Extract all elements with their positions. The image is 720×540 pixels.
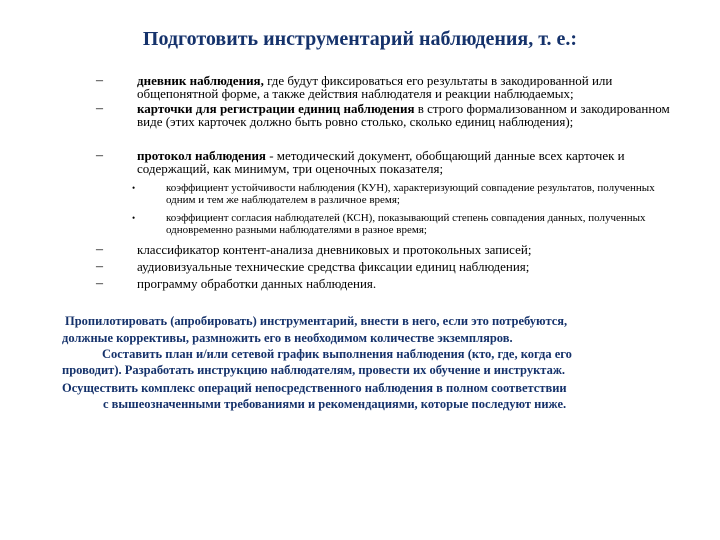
paragraph-line: с вышеозначенными требованиями и рекомендациями, которые последуют ниже. (103, 397, 567, 411)
item-description: где будут фиксироваться его результаты в закодированной или общепонятной форме, а также действия наблюдателя и реакции наблюдаемых; (137, 73, 613, 101)
paragraph-line: Пропилотировать (апробировать) инструментарий, внести в него, если это потребуются, (65, 314, 568, 328)
sub-item-text: коэффициент согласия наблюдателей (КСН), показывающий степень совпадения данных, полученных одновременно разными наблюдателями в разное время; (166, 212, 646, 236)
dash-marker: – (96, 276, 103, 291)
dash-marker: – (96, 242, 103, 257)
dash-marker: – (96, 73, 103, 88)
paragraph-line: Составить план и/или сетевой график выполнения наблюдения (кто, где, когда его (102, 347, 572, 361)
item-description: аудиовизуальные технические средства фиксации единиц наблюдения; (137, 259, 530, 274)
item-description: в строго формализованном и закодированном виде (этих карточек должно быть ровно столько, сколько единиц наблюдения); (137, 101, 670, 129)
item-term: протокол наблюдения (137, 148, 266, 163)
item-term: дневник наблюдения, (137, 73, 264, 88)
item-description: классификатор контент-анализа дневниковых и протокольных записей; (137, 242, 532, 257)
paragraph-line: должные коррективы, размножить его в необходимом количестве экземпляров. (62, 331, 513, 345)
dash-marker: – (96, 101, 103, 116)
item-description: - методический документ, обобщающий данные всех карточек и содержащий, как минимум, три оценочных показателя; (137, 148, 625, 176)
paragraph-line: проводит). Разработать инструкцию наблюдателям, провести их обучение и инструктаж. (62, 363, 566, 377)
bullet-marker: • (132, 183, 136, 193)
dash-marker: – (96, 259, 103, 274)
item-description: программу обработки данных наблюдения. (137, 276, 377, 291)
sub-item-text: коэффициент устойчивости наблюдения (КУН), характеризующий совпадение результатов, полученных одним и тем же наблюдателем в различное время; (166, 182, 655, 206)
bullet-marker: • (132, 213, 136, 223)
dash-marker: – (96, 148, 103, 163)
paragraph-line: Осуществить комплекс операций непосредственного наблюдения в полном соответствии (62, 381, 567, 395)
item-term: карточки для регистрации единиц наблюдения (137, 101, 415, 116)
page-title: Подготовить инструментарий наблюдения, т. е.: (142, 28, 578, 50)
